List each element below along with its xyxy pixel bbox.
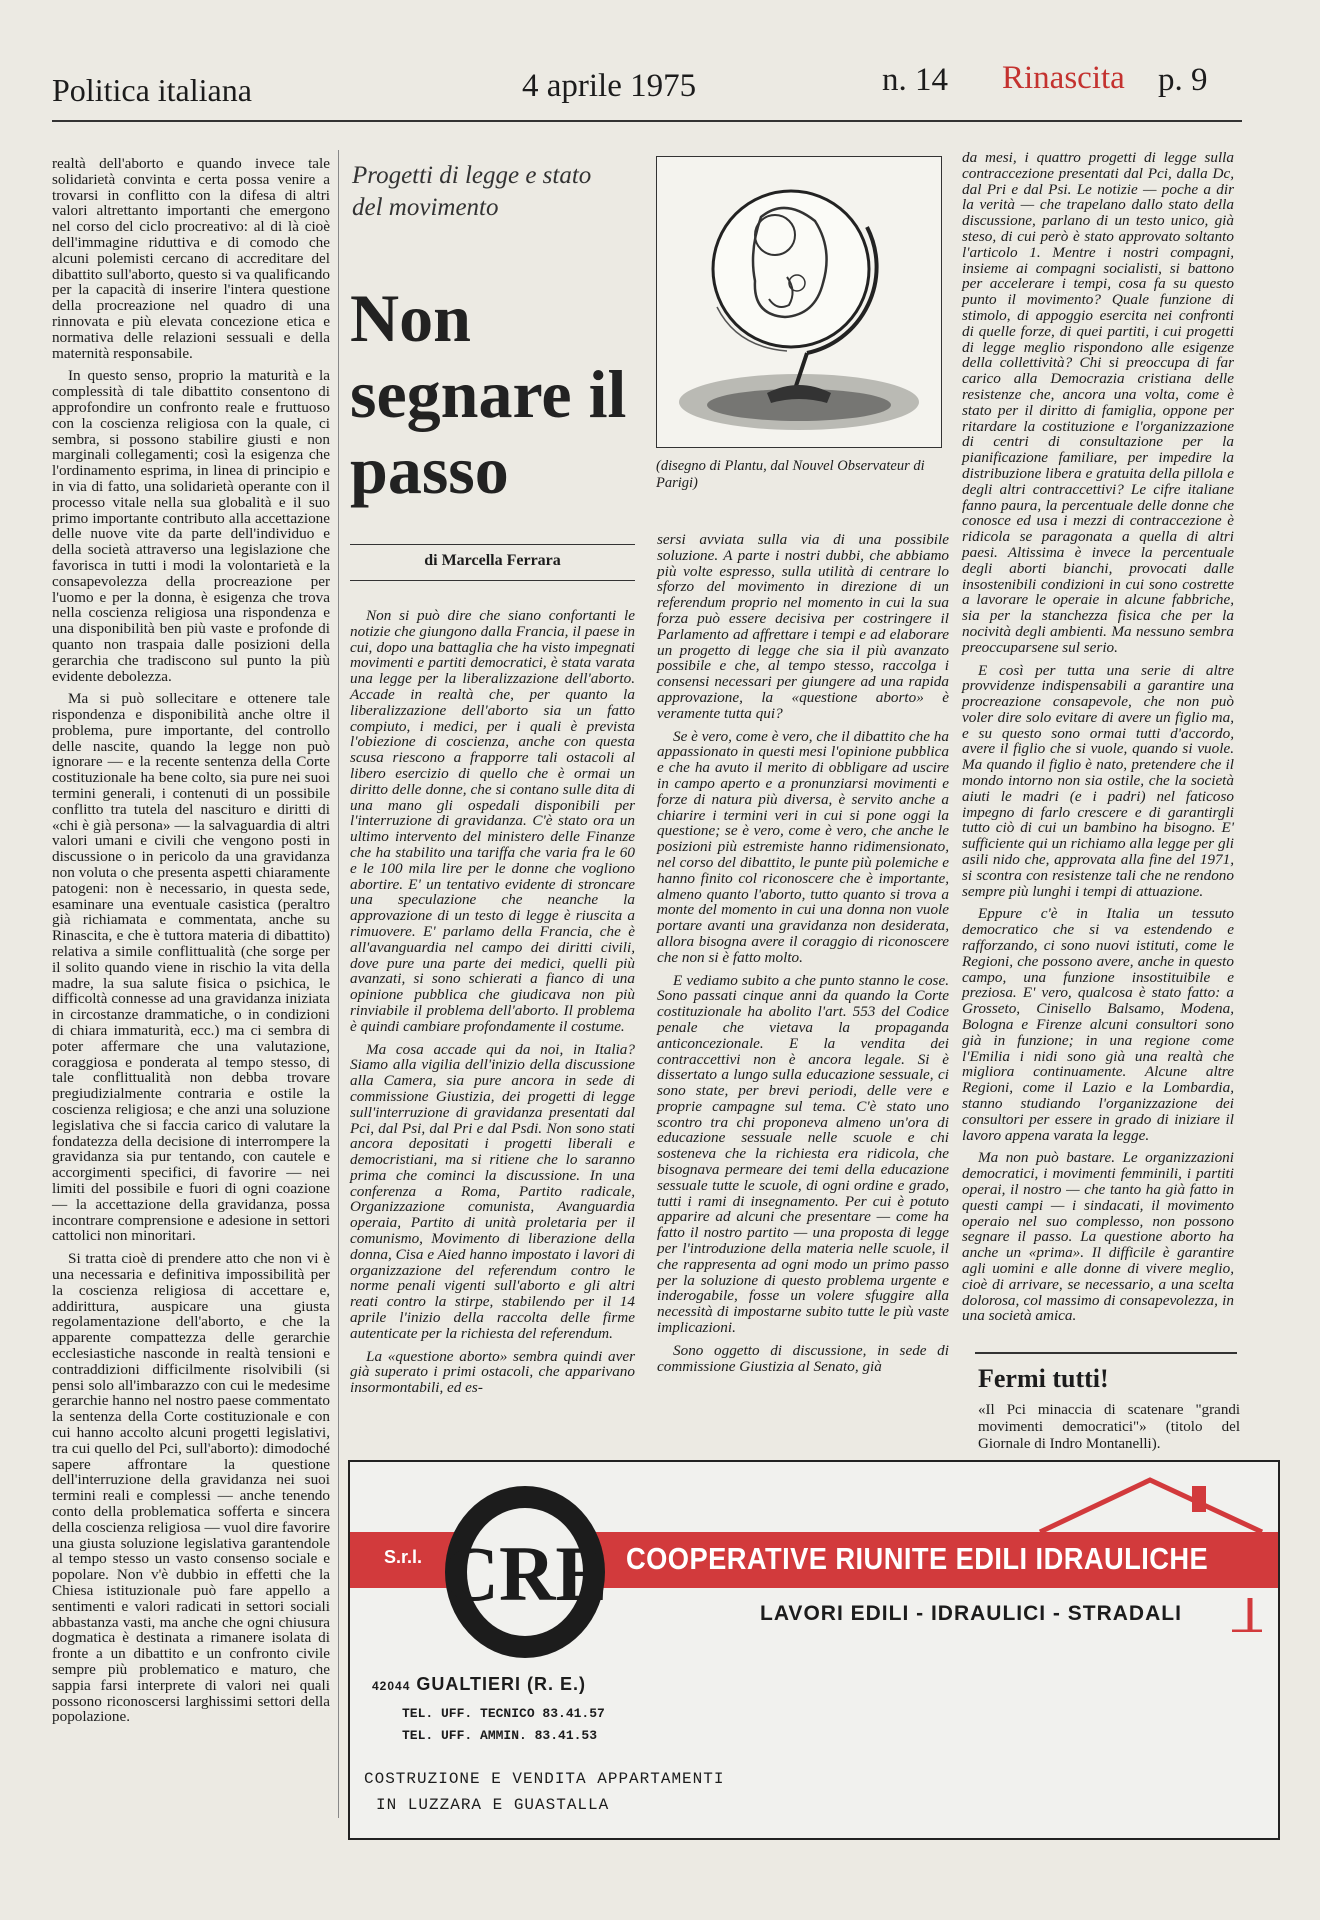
article-byline: di Marcella Ferrara: [424, 552, 561, 569]
paragraph: Sono oggetto di discussione, in sede di commissione Giustizia al Senato, già: [657, 1341, 949, 1375]
paragraph: E così per tutta una serie di altre provvidenze indispensabili a garantire una procreazione consapevole, che non può voler dire solo evitare di avere un figlio ma, e su questo sono ormai tutti d'accordo, avere il figlio che si vuole, quando si vuole. Ma quando il figlio è nato, pretendere che il mondo intorno non sia ostile, che la società aiuti le madri (e i padri) nel faticoso impegno di farlo crescere e di garantirgli tutto ciò di cui un bambino ha bisogno. E' sufficiente qui un richiamo alla legge per gli asili nido che, approvata alla fine del 1971, si scontra con resistenze tali che ne rendono sempre più lunghi i tempi di attuazione.: [962, 661, 1234, 900]
ad-tel-tecnico: TEL. UFF. TECNICO 83.41.57: [402, 1706, 605, 1721]
sidebar-title: Fermi tutti!: [978, 1364, 1109, 1393]
ad-tel-ammin: TEL. UFF. AMMIN. 83.41.53: [402, 1728, 598, 1743]
paragraph: da mesi, i quattro progetti di legge sulla contraccezione presentati dal Pci, dalla Dc, dal Pri e dal Psi. Le notizie — poche a dir la verità — che trapelano dallo stato della discussione, parlano di un testo unico, già steso, di cui però è stato approvato soltanto l'articolo 1. Mentre i nostri compagni, insieme ai compagni socialisti, si battono per accelerare i tempi, cosa fa su questo punto il movimento? Quale funzione di stimolo, di appoggio esercita nei confronti di quelle forze, di quei partiti, i cui progetti di legge meglio rispondono alle esigenze della collettività? Chi si preoccupa di far carico alla Democrazia cristiana delle resistenze che, ancora una volta, come è stato per il diritto di famiglia, oppone per ritardare la costituzione e l'organizzazione di centri di consultazione per la pianificazione familiare, per impedire la distribuzione libera e gratuita della pillola e degli altri contraccettivi? Le cifre italiane fanno paura, la percentuale delle donne che conosce ed usa i mezzi di contraccezione è ridicola se paragonata a quella di altri paesi. Altissima è invece la percentuale degli aborti bianchi, provocati dalle insostenibili condizioni in cui sono costrette a lavorare le operaie in alcune fabbriche, sia per la stanchezza fisica che per la nocività degli ambienti. Ma nessuno sembra preoccuparsene sul serio.: [962, 149, 1234, 656]
ad-company-name: COOPERATIVE RIUNITE EDILI IDRAULICHE: [626, 1541, 1209, 1576]
paragraph: realtà dell'aborto e quando invece tale solidarietà convinta e certa possa venire a trovarsi in conflitto con la difesa di altri valori altrettanto importanti che emergono nel corso del ciclo procreativo: al di là cioè dell'immagine riduttiva e di comodo che alcuni polemisti cercano di accreditare del dibattito sull'aborto, questo si va qualificando per la capacità di inserire l'intera questione della procreazione nel quadro di una rinnovata e più elevata concezione etica e normativa delle relazioni sessuali e della maternità responsabile.: [52, 155, 330, 362]
illustration: [656, 156, 942, 448]
ad-line-2: IN LUZZARA E GUASTALLA: [376, 1796, 610, 1814]
paragraph: In questo senso, proprio la maturità e la complessità di tale dibattito consentono di approfondire un confronto reale e fruttuoso con la coscienza religiosa con la quale, ci sembra, si possono stabilire giusti e non marginali collegamenti; così la esigenza che l'ordinamento esprima, in linea di principio e in via di fatto, una solidarietà operante con il processo vitale nella sua globalità e il suo primo importante contributo alla accettazione delle nuove vite da parte dell'individuo e della società attraverso una legislazione che favorisca in tutti i modi la volontarietà e la consapevolezza della procreazione per l'uomo e per la donna, è esigenza che trova nella coscienza religiosa una rispondenza e una disponibilità ben più vaste e profonde di quanto non traspaia dalle posizioni della gerarchia che tradiscono sul punto la più evidente debolezza.: [52, 367, 330, 685]
ad-line-1: COSTRUZIONE E VENDITA APPARTAMENTI: [364, 1770, 725, 1788]
column-divider: [338, 150, 339, 1818]
article-kicker: Progetti di legge e stato del movimento: [352, 162, 592, 221]
cre-logo: [440, 1482, 610, 1662]
sidebar-text: «Il Pci minaccia di scatenare "grandi movimenti democratici"» (titolo del Giornale di Indro Montanelli).: [978, 1402, 1240, 1452]
paragraph: Non si può dire che siano confortanti le notizie che giungono dalla Francia, il paese in cui, dopo una battaglia che ha visto impegnati movimenti e partiti democratici, è stata varata una legge per la liberalizzazione dell'aborto. Accade in realtà che, per quanto la liberalizzazione dell'aborto sia un fatto compiuto, i medici, per i quali è prevista l'obiezione di coscienza, anche con questa scusa riescono a frapporre tali ostacoli al libero esercizio di quello che è ormai un diritto delle donne, che si contano sulle dita di una mano gli ospedali disponibili per l'interruzione di gravidanza. C'è stato ora un ultimo intervento del ministero delle Finanze che ha stabilito una tariffa che varia fra le 60 e le 100 mila lire per le donne che vogliono abortire. E' un tentativo evidente di stroncare una speculazione che neanche la approvazione di un testo di legge è riuscita a rimuovere. E' parlamo della Francia, che è all'avanguardia nel campo dei diritti civili, dove pure una parte dei medici, quelli più avanzati, si sono schierati a fianco di una opinione pubblica che giudicava non più rinviabile il problema dell'aborto. Il problema è quindi cambiare profondamente il costume.: [350, 607, 635, 1035]
article-column-2: [350, 608, 635, 1403]
magazine-name: Rinascita: [1002, 60, 1125, 96]
divider: [350, 580, 635, 581]
globe-fetus-drawing: [657, 157, 941, 447]
paragraph: Se è vero, come è vero, che il dibattito che ha appassionato in questi mesi l'opinione pubblica e che ha avuto il merito di obbligare ad uscire in campo aperto e a pronunziarsi movimenti e forze di natura più diversa, è servito anche a chiarire i termini veri in cui si pone oggi la questione; se è vero, come è vero, che anche le posizioni più estremiste hanno ridimensionato, nel corso del dibattito, le punte più polemiche e hanno finito col riconoscere che è importante, almeno quanto l'aborto, tutto quanto si trova a monte del momento in cui una donna non vuole portare avanti una gravidanza non desiderata, allora bisogna avere il coraggio di riconoscere che non si è fatto molto.: [657, 727, 949, 966]
article-column-1: [52, 156, 330, 1732]
article-column-4: [962, 150, 1234, 1331]
divider: [350, 544, 635, 545]
ad-address: [372, 1674, 586, 1695]
paragraph: Eppure c'è in Italia un tessuto democratico che si va estendendo e rafforzando, ci sono nuovi istituti, come le Regioni, che possono avere, anche in questo campo, una funzione insostituibile e preziosa. E' vero, qualcosa è stato fatto: a Grosseto, Cinisello Balsamo, Modena, Bologna e Firenze alcuni consultori sono già in funzione; in una regione come l'Emilia i nidi sono già una realtà che migliora continuamente. Alcune altre Regioni, come il Lazio e la Lombardia, stanno studiando l'organizzazione dei consultori per essere in grado di iniziare il lavoro appena varata la legge.: [962, 905, 1234, 1144]
issue-date: 4 aprile 1975: [522, 68, 697, 104]
divider: [975, 1352, 1237, 1354]
header-rule: [52, 120, 1242, 122]
ad-zip: 42044: [372, 1679, 411, 1693]
issue-number: n. 14: [882, 62, 948, 98]
page-header: [52, 62, 1242, 118]
ad-city-name: GUALTIERI (R. E.): [416, 1674, 587, 1694]
page-number: p. 9: [1158, 62, 1208, 98]
paragraph: E vediamo subito a che punto stanno le cose. Sono passati cinque anni da quando la Corte costituzionale ha abolito l'art. 553 del Codice penale che vietava la propaganda anticoncezionale. E la vendita dei contraccettivi non è ancora legale. Si è dissertato a lungo sulla educazione sessuale, ci sono state, per brevi periodi, delle vere e proprie campagne sul tema. C'è stato uno scontro tra chi proponeva almeno un'ora di educazione sessuale nelle scuole e chi sosteneva che la richiesta era ridicola, che bisognava permeare dei temi della educazione sessuale tutte le scuole, di ogni ordine e grado, tutti i rami di insegnamento. Per cui è potuto apparire ad alcuni che presentare — come ha fatto il nostro partito — una proposta di legge per l'introduzione della materia nelle scuole, il che rappresenta ad ogni modo un primo passo per la soluzione di questo problema urgente e inderogabile, fosse un volere sfuggire alla necessità di impostarne subito tutte le più vaste implicazioni.: [657, 971, 949, 1337]
ad-services: LAVORI EDILI - IDRAULICI - STRADALI: [760, 1602, 1182, 1625]
logo-letters: CRE: [442, 1530, 608, 1617]
paragraph: Ma cosa accade qui da noi, in Italia? Siamo alla vigilia dell'inizio della discussione alla Camera, sia pure ancora in sede di commissione Giustizia, dei progetti di legge sull'interruzione di gravidanza presentati dal Pci, dal Psi, dal Pri e dal Psdi. Non sono stati ancora depositati i progetti liberali e democristiani, ma si ritiene che lo saranno prima che cominci la discussione. In una conferenza a Roma, Partito radicale, Organizzazione comunista, Avanguardia operaia, Partito di unità proletaria per il comunismo, Movimento di liberazione della donna, Cisa e Aied hanno impostato i lavori di organizzazione del referendum contro le norme penali vigenti sull'aborto e gli altri reati contro la stirpe, stabilendo per il 14 aprile l'inizio della raccolta delle firme autenticate per la richiesta del referendum.: [350, 1040, 635, 1342]
article-title: Non segnare il passo: [350, 280, 627, 509]
paragraph: Si tratta cioè di prendere atto che non vi è una necessaria e definitiva impossibilità per la coscienza religiosa di accettare e, addirittura, auspicare una giusta regolamentazione dell'aborto, e che la apparente compattezza delle gerarchie ecclesiastiche nasconde in realtà tensioni e contraddizioni difficilmente risolvibili (si pensi solo all'imbarazzo con cui le medesime gerarchie hanno nel nostro paese commentato la sentenza della Corte costituzionale e con cui hanno accolto alcuni progetti legislativi, tra cui quello del Pci, sull'aborto): dimodoché sapere affrontare la questione dell'interruzione della gravidanza nei suoi termini reali e complessi — anche tenendo conto della problematica sofferta e sincera della coscienza religiosa — vuol dire favorire una giusta soluzione legislativa garantendole al tempo stesso un vasto consenso sociale e popolare. Non v'è dubbio in effetti che la Chiesa istituzionale può fare appello a sentimenti e valori radicati in settori sociali abbastanza vasti, ma anche che ogni chiusura dogmatica è destinata a rimanere isolata di fronte a un dibattito e un confronto civile sempre più problematico e maturo, che sappia farsi interprete di valori nei quali possono riconoscersi larghissimi settori della popolazione.: [52, 1250, 330, 1726]
paragraph: sersi avviata sulla via di una possibile soluzione. A parte i nostri dubbi, che abbiamo più volte espresso, sulla utilità di centrare lo sforzo del movimento in direzione di un referendum proprio nel momento in cui la sua forza può essere decisiva per costringere il Parlamento ad affrettare i tempi e ad elaborare un progetto di legge che sia il più avanzato possibile e che, al tempo stesso, raccolga i consensi necessari per giungere ad una rapida approvazione, la «questione aborto» è veramente tutta qui?: [657, 531, 949, 722]
illustration-caption: (disegno di Plantu, dal Nouvel Observateur di Parigi): [656, 458, 925, 491]
section-title: Politica italiana: [52, 72, 252, 108]
paragraph: Ma si può sollecitare e ottenere tale rispondenza e disponibilità anche oltre il problema, pure importante, del controllo delle nascite, quando la legge non può ignorare — e la recente sentenza della Corte costituzionale ha bene colto, sia pure nei suoi termini generali, i contenuti di un possibile conflitto tra tutela del nascituro e diritti di «chi è già persona» — la salvaguardia di altri valori umani e civili che vengono posti in discussione o in pericolo da una gravidanza non voluta o che presenta aspetti chiaramente patogeni: non è necessario, in questa sede, esaminare una eventuale casistica (peraltro già richiamata e commentata, anche su Rinascita, e che è tuttora materia di dibattito) relativa a simile conflittualità (che sorge per il solito quando viene in rischio la vita della madre, la sua salute fisica o psichica, le difficoltà connesse ad una gravidanza iniziata in circostanze drammatiche, o in condizioni di chiara immaturità, ecc.) ma ci sembra di poter affermare che una valutazione, coraggiosa e ponderata al tempo stesso, di tale conflittualità non debba trovare pregiudizialmente contraria e ostile la coscienza religiosa; e che anzi una soluzione legislativa che si faccia carico di valutare la fondatezza della decisione di interrompere la gravidanza sia pur tentando, con cautele e accorgimenti specifici, di favorire — nei limiti del possibile e fuori di ogni coazione — la accettazione della gravidanza, possa incontrare comprensione e adesione in settori cattolici non minoritari.: [52, 690, 330, 1245]
article-column-3: [657, 532, 949, 1381]
paragraph: Ma non può bastare. Le organizzazioni democratici, i movimenti femminili, i partiti operai, il nostro — che tanto ha già fatto in questi campi — i sindacati, il movimento operaio nel suo complesso, non possono segnare il passo. La questione aborto ha anche un «prima». Il difficile è garantire agli uomini e alle donne di vivere meglio, cioè di arrivare, se necessario, a una scelta dolorosa, col massimo di consapevolezza, in una società amica.: [962, 1149, 1234, 1325]
ad-srl: S.r.l.: [384, 1547, 423, 1567]
paragraph: La «questione aborto» sembra quindi aver già superato i primi ostacoli, che apparivano insormontabili, ed es-: [350, 1347, 635, 1397]
advertisement: [348, 1460, 1280, 1840]
